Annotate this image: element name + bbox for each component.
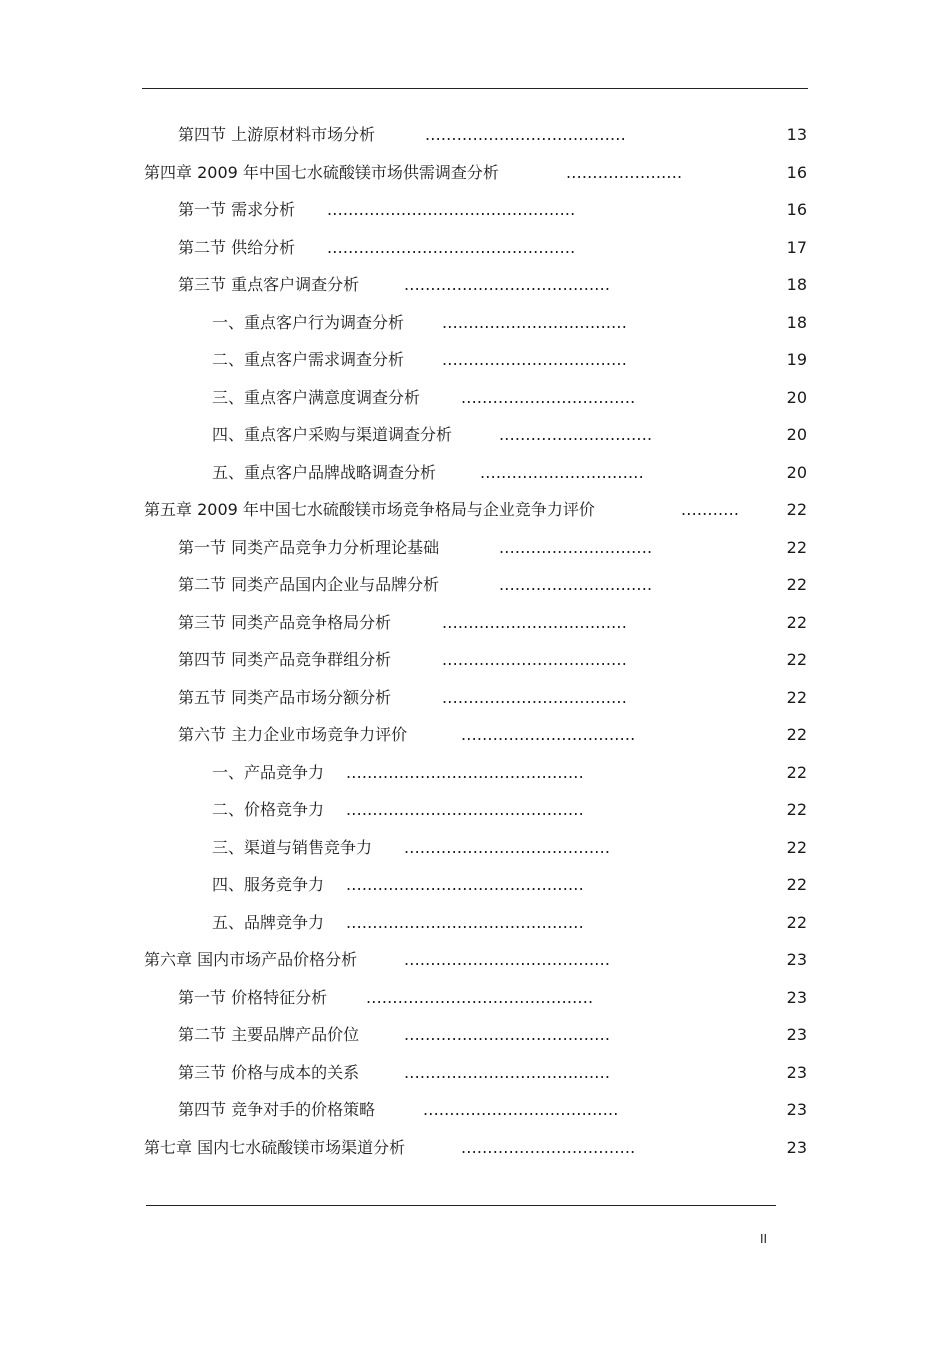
toc-entry-title: 一、重点客户行为调查分析 [212, 312, 405, 332]
toc-page-number: 20 [786, 462, 807, 482]
toc-entry[interactable] [0, 154, 950, 192]
toc-entry-title: 第五节 同类产品市场分额分析 [178, 687, 392, 707]
toc-entry[interactable] [0, 979, 950, 1017]
toc-leader-dots: ................................... [442, 612, 628, 632]
footer-page-number: II [760, 1232, 768, 1246]
toc-leader-dots: ............................................. [346, 762, 584, 782]
toc-entry[interactable] [0, 904, 950, 942]
toc-page-number: 20 [786, 425, 807, 444]
toc-leader-dots: ............................. [499, 425, 653, 444]
toc-leader-dots: ............................................. [346, 875, 584, 894]
toc-entry-title: 第七章 国内七水硫酸镁市场渠道分析 [144, 1137, 406, 1157]
toc-entry-title: 第三节 同类产品竞争格局分析 [178, 612, 392, 632]
toc-entry[interactable] [0, 1129, 950, 1167]
toc-page-number: 22 [786, 500, 807, 519]
toc-leader-dots: ....................................... [404, 950, 611, 969]
toc-leader-dots: ................................... [442, 350, 628, 369]
table-of-contents [0, 116, 950, 1166]
toc-entry[interactable] [0, 529, 950, 567]
toc-page-number: 23 [786, 1062, 807, 1082]
toc-page-number: 22 [786, 612, 807, 632]
toc-page-number: 18 [786, 275, 807, 294]
toc-page-number: 22 [786, 575, 807, 594]
footer-rule [146, 1205, 776, 1206]
toc-leader-dots: ...................... [566, 162, 683, 182]
toc-leader-dots: ................................... [442, 650, 628, 669]
toc-page-number: 16 [786, 162, 807, 182]
toc-page-number: 22 [786, 762, 807, 782]
toc-leader-dots: ........... [681, 500, 740, 519]
toc-page-number: 23 [786, 950, 807, 969]
toc-page-number: 19 [786, 350, 807, 369]
toc-entry-title: 第四节 同类产品竞争群组分析 [178, 650, 392, 669]
toc-page-number: 22 [786, 537, 807, 557]
toc-entry-title: 三、重点客户满意度调查分析 [212, 387, 421, 407]
toc-page-number: 22 [786, 687, 807, 707]
toc-leader-dots: ....................................... [404, 1062, 611, 1082]
toc-entry-title: 第二节 同类产品国内企业与品牌分析 [178, 575, 440, 594]
toc-page-number: 17 [786, 237, 807, 257]
toc-page-number: 16 [786, 200, 807, 219]
toc-entry[interactable] [0, 716, 950, 754]
toc-entry[interactable] [0, 191, 950, 229]
toc-leader-dots: ............................. [499, 537, 653, 557]
toc-page-number: 23 [786, 1025, 807, 1044]
header-rule [142, 88, 808, 89]
toc-page-number: 22 [786, 912, 807, 932]
toc-entry[interactable] [0, 866, 950, 904]
toc-page-number: 22 [786, 837, 807, 857]
toc-entry-title: 第三节 价格与成本的关系 [178, 1062, 360, 1082]
toc-entry[interactable] [0, 679, 950, 717]
toc-entry[interactable] [0, 454, 950, 492]
toc-leader-dots: ............................. [499, 575, 653, 594]
toc-entry-title: 第一节 价格特征分析 [178, 987, 328, 1007]
toc-entry[interactable] [0, 791, 950, 829]
toc-entry-title: 第一节 需求分析 [178, 200, 296, 219]
toc-leader-dots: ..................................... [423, 1100, 619, 1119]
toc-entry-title: 第六章 国内市场产品价格分析 [144, 950, 358, 969]
toc-leader-dots: ................................. [461, 387, 636, 407]
toc-entry-title: 四、重点客户采购与渠道调查分析 [212, 425, 453, 444]
toc-entry-title: 四、服务竞争力 [212, 875, 325, 894]
toc-page-number: 20 [786, 387, 807, 407]
toc-leader-dots: ............................................... [327, 200, 576, 219]
toc-leader-dots: ....................................... [404, 275, 611, 294]
toc-entry-title: 第四节 上游原材料市场分析 [178, 125, 376, 144]
toc-page-number: 22 [786, 875, 807, 894]
toc-entry-title: 第五章 2009 年中国七水硫酸镁市场竞争格局与企业竞争力评价 [144, 500, 595, 519]
toc-leader-dots: ............................................. [346, 800, 584, 819]
toc-leader-dots: ................................... [442, 312, 628, 332]
toc-leader-dots: ........................................... [366, 987, 594, 1007]
toc-leader-dots: ................................... [442, 687, 628, 707]
toc-page-number: 23 [786, 1100, 807, 1119]
toc-leader-dots: ....................................... [404, 1025, 611, 1044]
toc-entry[interactable] [0, 416, 950, 454]
toc-entry-title: 第一节 同类产品竞争力分析理论基础 [178, 537, 440, 557]
toc-entry-title: 五、品牌竞争力 [212, 912, 325, 932]
toc-entry[interactable] [0, 1016, 950, 1054]
toc-entry-title: 一、产品竞争力 [212, 762, 325, 782]
toc-entry-title: 三、渠道与销售竞争力 [212, 837, 373, 857]
toc-leader-dots: ................................. [461, 1137, 636, 1157]
toc-page-number: 13 [786, 125, 807, 144]
toc-entry[interactable] [0, 829, 950, 867]
toc-entry[interactable] [0, 116, 950, 154]
toc-page-number: 22 [786, 800, 807, 819]
toc-entry-title: 二、重点客户需求调查分析 [212, 350, 405, 369]
toc-leader-dots: ............................................. [346, 912, 584, 932]
toc-entry-title: 五、重点客户品牌战略调查分析 [212, 462, 437, 482]
toc-entry[interactable] [0, 1054, 950, 1092]
toc-entry-title: 第三节 重点客户调查分析 [178, 275, 360, 294]
toc-leader-dots: ................................. [461, 725, 636, 744]
toc-entry[interactable] [0, 1091, 950, 1129]
toc-entry[interactable] [0, 641, 950, 679]
toc-entry[interactable] [0, 604, 950, 642]
toc-entry[interactable] [0, 754, 950, 792]
toc-leader-dots: ....................................... [404, 837, 611, 857]
toc-entry[interactable] [0, 379, 950, 417]
toc-page-number: 22 [786, 725, 807, 744]
toc-entry[interactable] [0, 566, 950, 604]
toc-entry-title: 第二节 供给分析 [178, 237, 296, 257]
toc-page-number: 23 [786, 987, 807, 1007]
toc-leader-dots: ...................................... [425, 125, 626, 144]
toc-page-number: 22 [786, 650, 807, 669]
toc-leader-dots: ............................... [480, 462, 644, 482]
toc-entry-title: 第四节 竞争对手的价格策略 [178, 1100, 376, 1119]
toc-entry[interactable] [0, 266, 950, 304]
toc-entry-title: 二、价格竞争力 [212, 800, 325, 819]
toc-entry[interactable] [0, 229, 950, 267]
toc-entry[interactable] [0, 491, 950, 529]
toc-entry[interactable] [0, 304, 950, 342]
toc-page-number: 23 [786, 1137, 807, 1157]
toc-page-number: 18 [786, 312, 807, 332]
toc-entry[interactable] [0, 341, 950, 379]
toc-entry-title: 第四章 2009 年中国七水硫酸镁市场供需调查分析 [144, 162, 499, 182]
toc-entry-title: 第六节 主力企业市场竞争力评价 [178, 725, 408, 744]
toc-leader-dots: ............................................... [327, 237, 576, 257]
toc-entry-title: 第二节 主要品牌产品价位 [178, 1025, 360, 1044]
toc-entry[interactable] [0, 941, 950, 979]
